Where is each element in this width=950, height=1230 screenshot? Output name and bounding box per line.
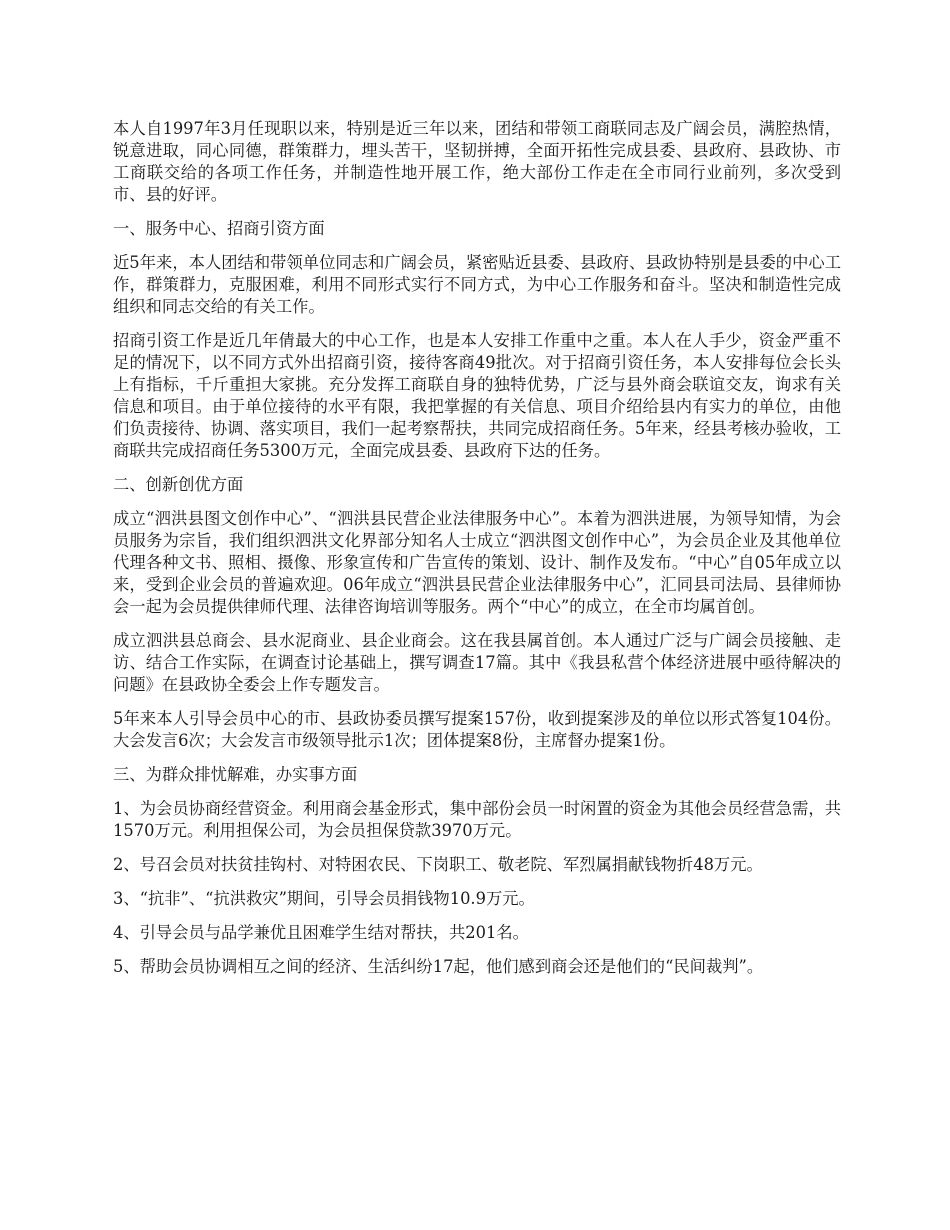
paragraph: 成立泗洪县总商会、县水泥商业、县企业商会。这在我县属首创。本人通过广泛与广阔会员接触、走访、结合工作实际，在调查讨论基础上，撰写调查17篇。其中《我县私营个体经济进展中亟待解决的问题》在县政协全委会上作专题发言。: [113, 631, 841, 694]
document-body: [113, 118, 841, 990]
list-item: 1、为会员协商经营资金。利用商会基金形式，集中部份会员一时闲置的资金为其他会员经营急需，共1570万元。利用担保公司，为会员担保贷款3970万元。: [113, 799, 841, 840]
list-item: 2、号召会员对扶贫挂钩村、对特困农民、下岗职工、敬老院、军烈属捐献钱物折48万元。: [113, 855, 763, 874]
section-heading-2: 二、创新创优方面: [113, 475, 244, 494]
section-heading-3: 三、为群众排忧解难，办实事方面: [113, 765, 358, 784]
paragraph: 近5年来，本人团结和带领单位同志和广阔会员，紧密贴近县委、县政府、县政协特别是县委的中心工作，群策群力，克服困难，利用不同形式实行不同方式，为中心工作服务和奋斗。坚决和制造性完成组织和同志交给的有关工作。: [113, 253, 841, 316]
paragraph: 成立“泗洪县图文创作中心”、“泗洪县民营企业法律服务中心”。本着为泗洪进展，为领导知情，为会员服务为宗旨，我们组织泗洪文化界部分知名人士成立“泗洪图文创作中心”，为会员企业及其他单位代理各种文书、照相、摄像、形象宣传和广告宣传的策划、设计、制作及发布。“中心”自05年成立以来，受到企业会员的普遍欢迎。06年成立“泗洪县民营企业法律服务中心”，汇同县司法局、县律师协会一起为会员提供律师代理、法律咨询培训等服务。两个“中心”的成立，在全市均属首创。: [113, 509, 841, 616]
paragraph: 招商引资工作是近几年倩最大的中心工作，也是本人安排工作重中之重。本人在人手少，资金严重不足的情况下，以不同方式外出招商引资，接待客商49批次。对于招商引资任务，本人安排每位会长头上有指标，千斤重担大家挑。充分发挥工商联自身的独特优势，广泛与县外商会联谊交友，询求有关信息和项目。由于单位接待的水平有限，我把掌握的有关信息、项目介绍给县内有实力的单位，由他们负责接待、协调、落实项目，我们一起考察帮扶，共同完成招商任务。5年来，经县考核办验收，工商联共完成招商任务5300万元，全面完成县委、县政府下达的任务。: [113, 331, 841, 460]
section-heading-1: 一、服务中心、招商引资方面: [113, 219, 325, 238]
list-item: 3、“抗非”、“抗洪救灾”期间，引导会员捐钱物10.9万元。: [113, 889, 535, 908]
paragraph: 5年来本人引导会员中心的市、县政协委员撰写提案157份，收到提案涉及的单位以形式答复104份。大会发言6次；大会发言市级领导批示1次；团体提案8份，主席督办提案1份。: [113, 709, 841, 750]
list-item: 5、帮助会员协调相互之间的经济、生活纠纷17起，他们感到商会还是他们的“民间裁判”。: [113, 957, 764, 976]
paragraph-intro: 本人自1997年3月任现职以来，特别是近三年以来，团结和带领工商联同志及广阔会员，满腔热情，锐意进取，同心同德，群策群力，埋头苦干，坚韧拼搏，全面开拓性完成县委、县政府、县政协、市工商联交给的各项工作任务，并制造性地开展工作，绝大部份工作走在全市同行业前列，多次受到市、县的好评。: [113, 119, 841, 204]
list-item: 4、引导会员与品学兼优且困难学生结对帮扶，共201名。: [113, 923, 529, 942]
